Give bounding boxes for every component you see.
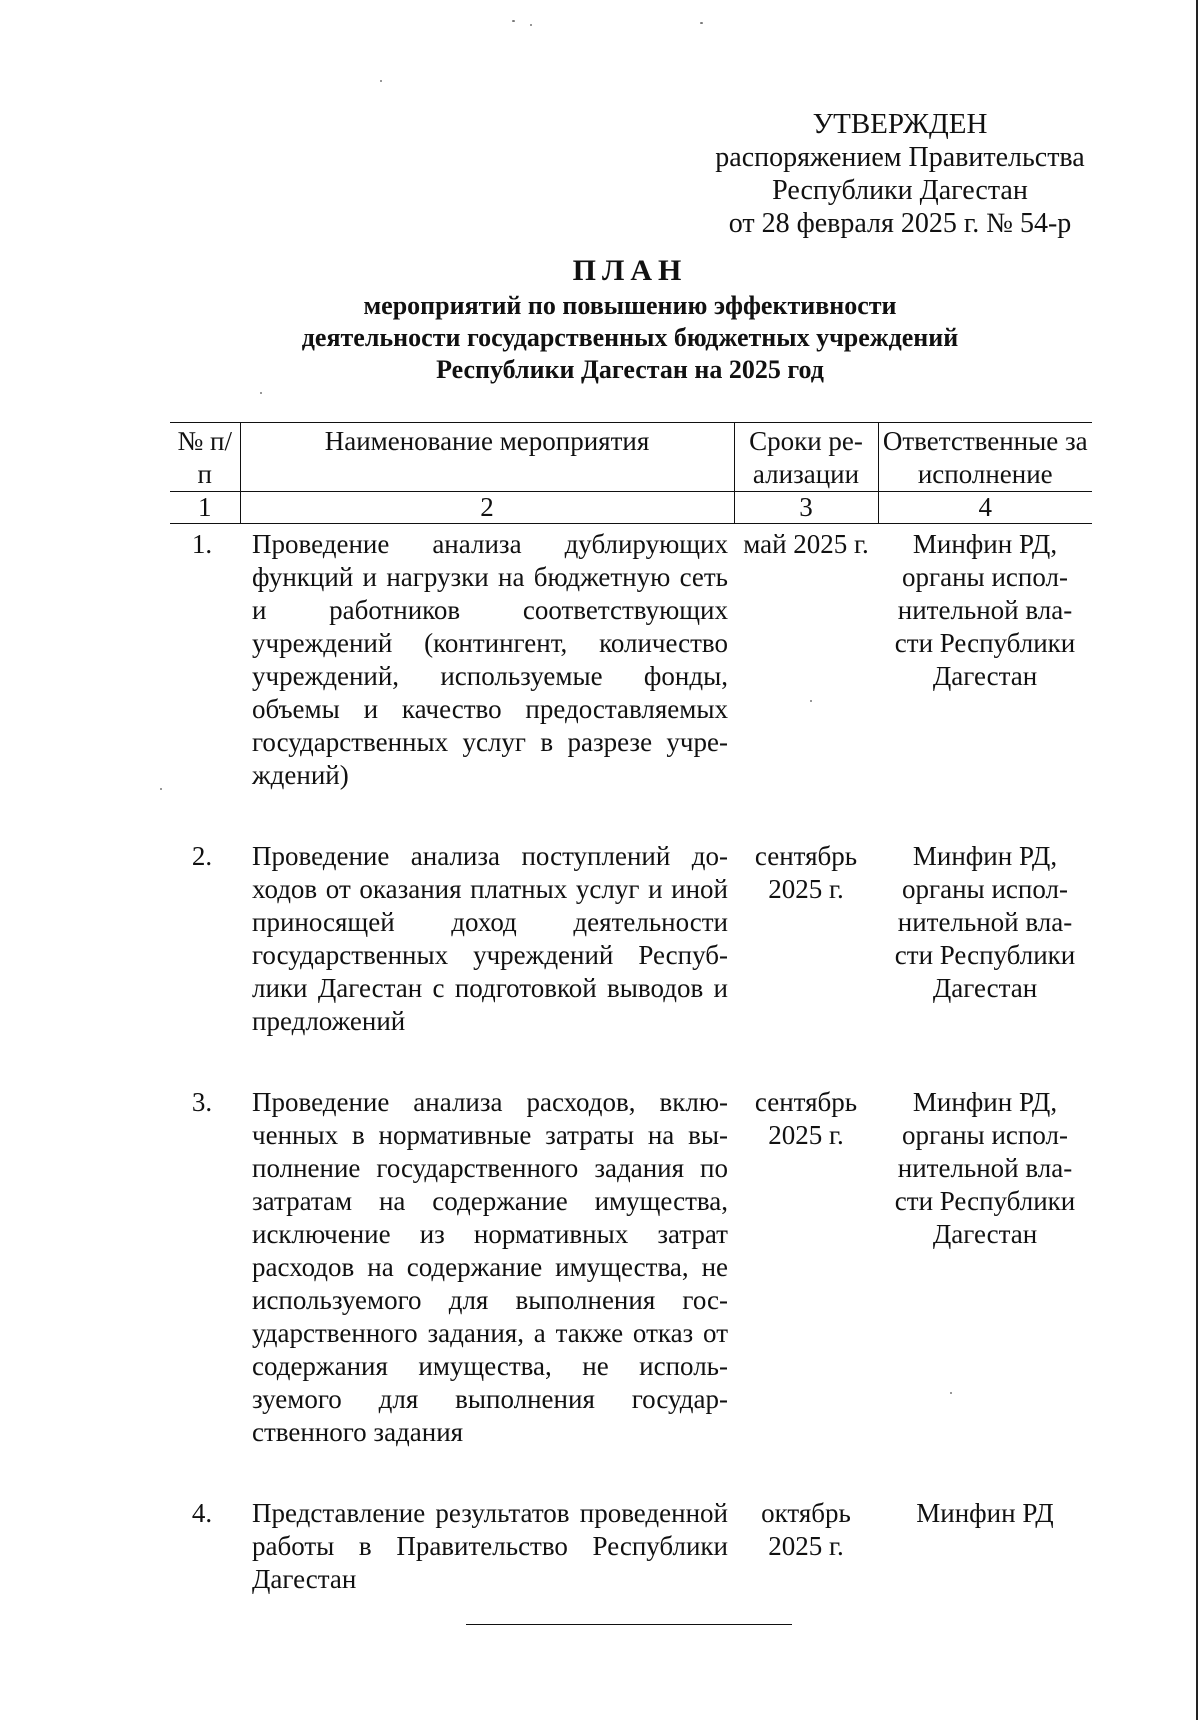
column-number: 2 [240,492,734,524]
measures-table [170,422,1092,1640]
row-name: Проведение анализа расходов, включенных в нормативные затраты на выполнение государственного задания по затратам на содержание имущества, исключение из нормативных затрат расходов на содержание имущества, не используемого для выполнения государственного задания, а также отказ от содержания имущества, не используемого для выполнения государственного задания [252,1087,728,1447]
row-num: 2. [191,841,213,871]
row-term: октябрь 2025 г. [761,1498,851,1561]
row-name: Проведение анализа дублирующих функций и нагрузки на бюджетную сеть и работников соответствующих учреждений (контингент, количество учреждений, используемые фонды, объемы и качество предоставляемых государственных услуг в разрезе учреждений) [252,529,728,790]
title-line-3: Республики Дагестан на 2025 год [436,355,824,384]
row-num: 4. [191,1498,213,1528]
approval-line-2: Республики Дагестан [772,175,1028,206]
row-responsible: Минфин РД, органы исполнительной власти Республики Дагестан [894,841,1076,1003]
end-divider [466,1624,792,1625]
scan-speck [530,24,532,26]
approval-status: УТВЕРЖДЕН [812,108,988,140]
header-responsible: Ответственные за исполнение [878,423,1092,492]
row-responsible: Минфин РД [916,1498,1054,1528]
row-name: Представление результатов проведенной работы в Правительство Республики Дагестан [252,1498,728,1594]
scan-edge [1196,0,1198,1720]
scan-speck [380,80,382,82]
column-number: 3 [734,492,878,524]
approval-stamp [690,108,1110,240]
row-responsible: Минфин РД, органы исполнительной власти Республики Дагестан [894,1087,1076,1249]
header-name: Наименование мероприятия [240,423,734,492]
title-line-1: мероприятий по повышению эффективности [363,291,897,320]
table-row [170,1082,1092,1493]
column-number: 4 [878,492,1092,524]
scan-speck [160,788,162,790]
scan-speck [260,392,262,394]
table-row [170,524,1092,837]
table-row [170,1493,1092,1640]
scan-speck [700,22,703,24]
row-num: 3. [191,1087,213,1117]
row-name: Проведение анализа поступлений доходов от оказания платных услуг и иной приносящей доход деятельности государственных учреждений Республики Дагестан с подготовкой выводов и предложений [252,841,728,1036]
scan-speck [512,20,515,22]
scan-speck [810,700,812,702]
row-term: сентябрь 2025 г. [754,841,858,904]
row-responsible: Минфин РД, органы исполнительной власти Республики Дагестан [894,529,1076,691]
title-line-2: деятельности государственных бюджетных учреждений [301,323,959,352]
table-column-numbers-row [170,492,1092,524]
scan-speck [950,1392,952,1394]
header-num: № п/п [170,423,240,492]
row-term: сентябрь 2025 г. [754,1087,858,1150]
table-header-row [170,423,1092,492]
column-number: 1 [170,492,240,524]
approval-line-1: распоряжением Правительства [715,142,1085,173]
document-title [170,252,1090,386]
header-term: Сроки реализации [734,423,878,492]
title-plan: ПЛАН [572,254,688,287]
approval-line-3: от 28 февраля 2025 г. № 54-р [728,208,1072,239]
row-num: 1. [191,529,213,559]
table-row [170,836,1092,1082]
row-term: май 2025 г. [743,529,869,559]
